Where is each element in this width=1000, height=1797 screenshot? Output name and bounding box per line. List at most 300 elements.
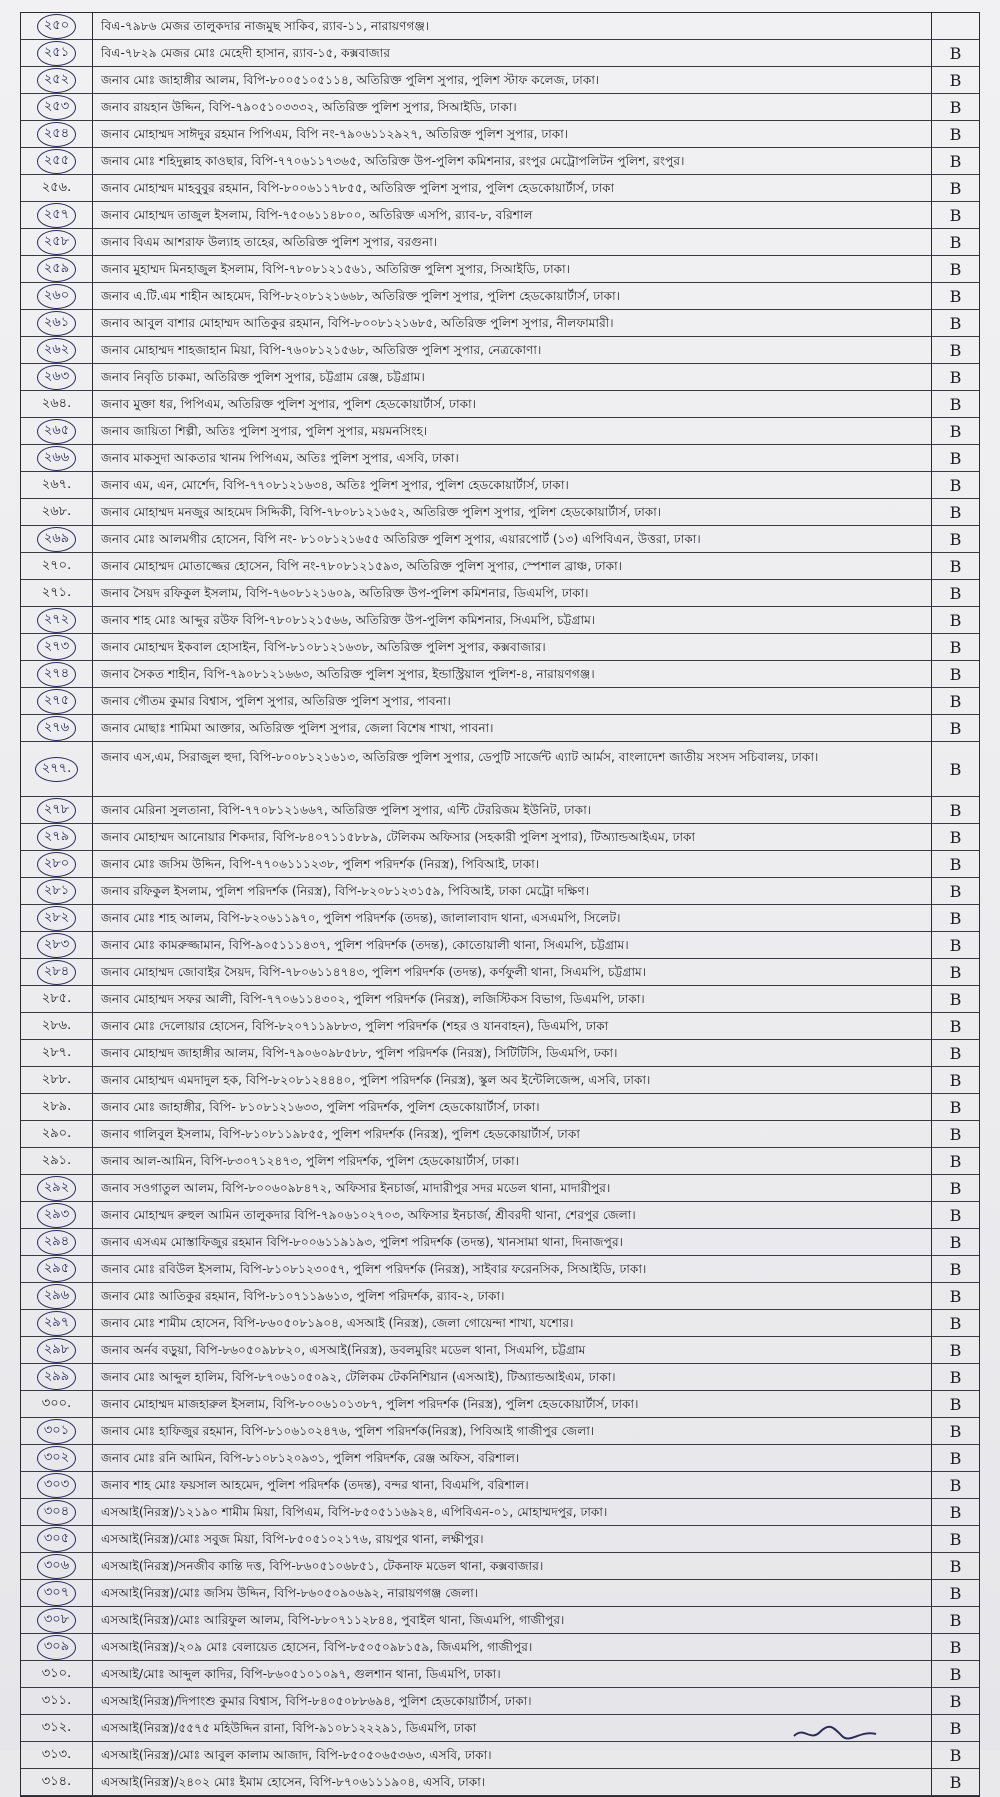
grade-cell: B: [931, 607, 979, 633]
grade-cell: B: [931, 1229, 979, 1255]
serial-number: ২৬৪.: [41, 395, 72, 411]
serial-number: ৩১৪.: [41, 1773, 72, 1789]
nominee-details: জনাব সওগাতুল আলম, বিপি-৮০০৬০৯৮৪৭২, অফিসার ইনচার্জ, মাদারীপুর সদর মডেল থানা, মাদারীপুর।: [101, 1181, 611, 1195]
table-row: [21, 986, 979, 1013]
nominee-details: জনাব এসএম মোস্তাফিজুর রহমান বিপি-৮০০৬১১৯১৯৩, পুলিশ পরিদর্শক (তদন্ত), খানসামা থানা, দিনাজপুর।: [101, 1235, 624, 1249]
nominee-details: জনাব অর্নব বড়ুয়া, বিপি-৮৬০৫০৯৮৮২০, এসআই(নিরস্ত্র), ডবলমুরিং মডেল থানা, সিএমপি, চট্টগ্রাম: [101, 1343, 586, 1357]
serial-number-cell: [21, 1445, 93, 1471]
grade-cell: B: [931, 932, 979, 958]
table-row: [21, 256, 979, 283]
nominee-details: এসআই(নিরস্ত্র)/২৪০২ মোঃ ইমাম হোসেন, বিপি-৮৭০৬১১১৯০৪, এসবি, ঢাকা।: [101, 1775, 486, 1789]
nominee-details: জনাব মোহাম্মদ ইকবাল হোসাইন, বিপি-৮১০৮১২১৬৩৮, অতিরিক্ত পুলিশ সুপার, কক্সবাজার।: [101, 640, 546, 654]
table-row: [21, 1634, 979, 1661]
grade-cell: B: [931, 418, 979, 444]
table-row: [21, 959, 979, 986]
table-row: [21, 1283, 979, 1310]
nominee-details: এসআই/মোঃ আব্দুল কাদির, বিপি-৮৬০৫১০১০৯৭, গুলশান থানা, ডিএমপি, ঢাকা।: [101, 1667, 501, 1681]
circled-serial-number: ২৮৩: [37, 933, 76, 958]
table-row: [21, 1148, 979, 1175]
table-row: [21, 634, 979, 661]
nominee-details: জনাব মোঃ কামরুজ্জামান, বিপি-৯০৫১১১৪৩৭, পুলিশ পরিদর্শক (তদন্ত), কোতোয়ালী থানা, সিএমপি, চট্টগ্রাম।: [101, 938, 629, 952]
serial-number: ২৯১.: [41, 1152, 72, 1168]
serial-number: ২৯০.: [41, 1125, 72, 1141]
serial-number-cell: [21, 1202, 93, 1228]
serial-number-cell: [21, 634, 93, 660]
serial-number-cell: [21, 418, 93, 444]
table-row: [21, 1661, 979, 1688]
table-row: [21, 391, 979, 418]
circled-serial-number: ২৭৬: [37, 716, 76, 741]
circled-serial-number: ২৯৮: [37, 1338, 76, 1363]
table-row: [21, 661, 979, 688]
table-row: [21, 175, 979, 202]
grade-cell: B: [931, 337, 979, 363]
grade-cell: B: [931, 1688, 979, 1714]
serial-number-cell: [21, 742, 93, 796]
serial-number: ২৬৭.: [41, 476, 72, 492]
table-row: [21, 1364, 979, 1391]
table-row: [21, 283, 979, 310]
table-row: [21, 67, 979, 94]
nominee-details: জনাব মোহাম্মদ মাহবুবুর রহমান, বিপি-৮০০৬১১৭৮৫৫, অতিরিক্ত পুলিশ সুপার, পুলিশ হেডকোয়ার্টার্স, ঢাকা: [101, 181, 615, 195]
grade-cell: B: [931, 1715, 979, 1741]
table-row: [21, 797, 979, 824]
grade-cell: B: [931, 1283, 979, 1309]
nominee-details: জনাব মোহাম্মদ রুহুল আমিন তালুকদার বিপি-৭৯০৬১০২৭০৩, অফিসার ইনচার্জ, শ্রীবরদী থানা, শেরপুর জেলা।: [101, 1208, 636, 1222]
circled-serial-number: ২৭৪: [37, 662, 76, 687]
serial-number-cell: [21, 364, 93, 390]
table-row: [21, 851, 979, 878]
grade-cell: B: [931, 175, 979, 201]
nominee-details: জনাব মোঃ জাহাঙ্গীর, বিপি- ৮১০৮১২১৬৩৩, পুলিশ পরিদর্শক, পুলিশ হেডকোয়ার্টার্স, ঢাকা।: [101, 1100, 540, 1114]
serial-number-cell: [21, 1769, 93, 1795]
nominee-details: জনাব মোঃ রবিউল ইসলাম, বিপি-৮১০৮১২৩০৫৭, পুলিশ পরিদর্শক (নিরস্ত্র), সাইবার ফরেনসিক, সিআইডি, ঢাকা।: [101, 1262, 647, 1276]
serial-number-cell: [21, 1283, 93, 1309]
serial-number: ৩১৩.: [41, 1746, 72, 1762]
nominee-details: জনাব রায়হান উদ্দিন, বিপি-৭৯০৫১০৩৩৩২, অতিরিক্ত পুলিশ সুপার, সিআইডি, ঢাকা।: [101, 100, 517, 114]
table-row: [21, 1310, 979, 1337]
serial-number: ৩১০.: [41, 1665, 72, 1681]
grade-cell: B: [931, 959, 979, 985]
grade-cell: B: [931, 824, 979, 850]
table-row: [21, 580, 979, 607]
serial-number-cell: [21, 94, 93, 120]
circled-serial-number: ২৬৫: [37, 419, 76, 444]
table-row: [21, 878, 979, 905]
table-row: [21, 1391, 979, 1418]
table-row: [21, 1499, 979, 1526]
table-row: [21, 472, 979, 499]
table-row: [21, 1175, 979, 1202]
grade-cell: B: [931, 472, 979, 498]
grade-cell: B: [931, 364, 979, 390]
table-row: [21, 1769, 979, 1796]
table-row: [21, 418, 979, 445]
serial-number-cell: [21, 1094, 93, 1120]
circled-serial-number: ২৯৩: [37, 1203, 76, 1228]
serial-number-cell: [21, 715, 93, 741]
circled-serial-number: ৩০৫: [37, 1527, 76, 1552]
table-row: [21, 40, 979, 67]
table-row: [21, 1094, 979, 1121]
grade-cell: B: [931, 580, 979, 606]
table-row: [21, 337, 979, 364]
nominee-details: জনাব বিএম আশরাফ উল্যাহ তাহের, অতিরিক্ত পুলিশ সুপার, বরগুনা।: [101, 235, 438, 249]
table-row: [21, 499, 979, 526]
nominee-details: জনাব মোহাম্মদ সফর আলী, বিপি-৭৭০৬১১৪৩০২, পুলিশ পরিদর্শক (নিরস্ত্র), লজিস্টিকস বিভাগ, ডিএমপি, ঢাকা।: [101, 992, 645, 1006]
serial-number-cell: [21, 797, 93, 823]
circled-serial-number: ২৫৪: [37, 122, 76, 147]
grade-cell: B: [931, 1634, 979, 1660]
circled-serial-number: ৩০৩: [37, 1473, 76, 1498]
circled-serial-number: ২৮১: [37, 879, 76, 904]
circled-serial-number: ২৫৫: [37, 149, 76, 174]
serial-number-cell: [21, 1067, 93, 1093]
grade-cell: B: [931, 1445, 979, 1471]
grade-cell: B: [931, 1094, 979, 1120]
serial-number-cell: [21, 1634, 93, 1660]
table-row: [21, 229, 979, 256]
serial-number-cell: [21, 499, 93, 525]
table-row: [21, 607, 979, 634]
serial-number-cell: [21, 878, 93, 904]
serial-number: ২৫৬.: [41, 179, 72, 195]
grade-cell: B: [931, 1256, 979, 1282]
grade-cell: B: [931, 202, 979, 228]
table-row: [21, 1472, 979, 1499]
table-row: [21, 553, 979, 580]
circled-serial-number: ২৫৭: [37, 203, 76, 228]
serial-number-cell: [21, 1688, 93, 1714]
grade-cell: B: [931, 1742, 979, 1768]
circled-serial-number: ২৯৫: [37, 1257, 76, 1282]
grade-cell: B: [931, 1580, 979, 1606]
serial-number-cell: [21, 986, 93, 1012]
nominee-details: জনাব মুহাম্মদ মিনহাজুল ইসলাম, বিপি-৭৮০৮১২১৫৬১, অতিরিক্ত পুলিশ সুপার, সিআইডি, ঢাকা।: [101, 262, 571, 276]
nominee-details: জনাব মোঃ শাহ আলম, বিপি-৮২০৬১১৯৭০, পুলিশ পরিদর্শক (তদন্ত), জালালাবাদ থানা, এসএমপি, সিলেট।: [101, 911, 621, 925]
serial-number-cell: [21, 337, 93, 363]
circled-serial-number: ২৭৩: [37, 635, 76, 660]
nominee-details: জনাব মোহাম্মদ সাঈদুর রহমান পিপিএম, বিপি নং-৭৯০৬১১২৯২৭, অতিরিক্ত পুলিশ সুপার, ঢাকা।: [101, 127, 569, 141]
table-row: [21, 445, 979, 472]
circled-serial-number: ২৬৯: [37, 527, 76, 552]
handwritten-signature: [790, 1718, 880, 1746]
grade-cell: B: [931, 1553, 979, 1579]
circled-serial-number: ২৫৯: [37, 257, 76, 282]
table-row: [21, 1121, 979, 1148]
circled-serial-number: ২৯৯: [37, 1365, 76, 1390]
serial-number-cell: [21, 1607, 93, 1633]
circled-serial-number: ৩০৪: [37, 1500, 76, 1525]
grade-cell: B: [931, 986, 979, 1012]
serial-number-cell: [21, 932, 93, 958]
table-row: [21, 1553, 979, 1580]
nominee-details: জনাব আল-আমিন, বিপি-৮৩০৭১২৪৭৩, পুলিশ পরিদর্শক, পুলিশ হেডকোয়ার্টার্স, ঢাকা।: [101, 1154, 520, 1168]
grade-cell: B: [931, 1175, 979, 1201]
grade-cell: B: [931, 661, 979, 687]
grade-cell: B: [931, 526, 979, 552]
nominee-details: বিএ-৭৯৮৬ মেজর তালুকদার নাজমুছ সাকিব, র‍্যাব-১১, নারায়ণগঞ্জ।: [101, 19, 430, 33]
table-row: [21, 310, 979, 337]
grade-cell: B: [931, 905, 979, 931]
serial-number: ২৮৭.: [41, 1044, 72, 1060]
grade-cell: B: [931, 1661, 979, 1687]
grade-cell: B: [931, 445, 979, 471]
circled-serial-number: ২৯৪: [37, 1230, 76, 1255]
grade-cell: B: [931, 229, 979, 255]
serial-number-cell: [21, 1256, 93, 1282]
serial-number-cell: [21, 553, 93, 579]
grade-cell: B: [931, 256, 979, 282]
nominee-details: জনাব মোঃ আব্দুল হালিম, বিপি-৮৭০৬১০৫০৯২, টেলিকম টেকনিশিয়ান (এসআই), টিঅ্যান্ডআইএম, ঢাকা।: [101, 1370, 616, 1384]
serial-number: ২৮৮.: [41, 1071, 72, 1087]
nominee-details: জনাব জায়িতা শিল্পী, অতিঃ পুলিশ সুপার, পুলিশ সুপার, ময়মনসিংহ।: [101, 424, 428, 438]
grade-cell: B: [931, 121, 979, 147]
serial-number-cell: [21, 1310, 93, 1336]
grade-cell: B: [931, 499, 979, 525]
nominee-details: এসআই(নিরস্ত্র)/সনজীব কান্তি দত্ত, বিপি-৮৬০৫১০৬৮৫১, টেকনাফ মডেল থানা, কক্সবাজার।: [101, 1559, 544, 1573]
serial-number-cell: [21, 256, 93, 282]
circled-serial-number: ২৭৮: [37, 798, 76, 823]
nominee-details: জনাব নিবৃতি চাকমা, অতিরিক্ত পুলিশ সুপার, চট্টগ্রাম রেঞ্জ, চট্টগ্রাম।: [101, 370, 425, 384]
nominee-details: জনাব মোঃ হাফিজুর রহমান, বিপি-৮১০৬১০২৪৭৬, পুলিশ পরিদর্শক(নিরস্ত্র), পিবিআই গাজীপুর জেলা।: [101, 1424, 595, 1438]
table-row: [21, 13, 979, 40]
circled-serial-number: ২৬৩: [37, 365, 76, 390]
grade-cell: B: [931, 688, 979, 714]
serial-number-cell: [21, 1742, 93, 1768]
grade-cell: B: [931, 1472, 979, 1498]
nominee-details: জনাব মুক্তা ধর, পিপিএম, অতিরিক্ত পুলিশ সুপার, পুলিশ হেডকোয়ার্টার্স, ঢাকা।: [101, 397, 477, 411]
grade-cell: B: [931, 40, 979, 66]
table-row: [21, 688, 979, 715]
circled-serial-number: ২৬২: [37, 338, 76, 363]
serial-number-cell: [21, 148, 93, 174]
nominee-details: জনাব মোহাম্মদ আনোয়ার শিকদার, বিপি-৮৪০৭১১৫৮৮৯, টেলিকম অফিসার (সহকারী পুলিশ সুপার), টিঅ্যান্ডআইএম, ঢাকা: [101, 830, 696, 844]
circled-serial-number: ৩০৯: [37, 1635, 76, 1660]
grade-cell: B: [931, 1769, 979, 1795]
serial-number-cell: [21, 391, 93, 417]
grade-cell: B: [931, 878, 979, 904]
serial-number: ২৭১.: [41, 584, 72, 600]
nominee-details: জনাব মোঃ রনি আমিন, বিপি-৮১০৮১২০৯৩১, পুলিশ পরিদর্শক, রেঞ্জ অফিস, বরিশাল।: [101, 1451, 520, 1465]
serial-number-cell: [21, 1364, 93, 1390]
grade-cell: B: [931, 1040, 979, 1066]
nominee-details: জনাব সৈকত শাহীন, বিপি-৭৯০৮১২১৬৬৩, অতিরিক্ত পুলিশ সুপার, ইন্ডাস্ট্রিয়াল পুলিশ-৪, নারায়ণগঞ্জ।: [101, 667, 595, 681]
grade-cell: B: [931, 1067, 979, 1093]
table-row: [21, 1229, 979, 1256]
circled-serial-number: ৩০২: [37, 1446, 76, 1471]
serial-number: ২৮৯.: [41, 1098, 72, 1114]
circled-serial-number: ২৯৬: [37, 1284, 76, 1309]
grade-cell: B: [931, 1391, 979, 1417]
grade-cell: B: [931, 1121, 979, 1147]
table-row: [21, 526, 979, 553]
grade-cell: B: [931, 67, 979, 93]
serial-number-cell: [21, 1040, 93, 1066]
circled-serial-number: ২৯৭: [37, 1311, 76, 1336]
nominee-details: জনাব মোহাম্মদ মাজহারুল ইসলাম, বিপি-৮০০৬১০১৩৮৭, পুলিশ পরিদর্শক (নিরস্ত্র), পুলিশ হেডকোয়ার্টার্স, ঢাকা।: [101, 1397, 639, 1411]
table-row: [21, 1013, 979, 1040]
serial-number-cell: [21, 1418, 93, 1444]
nominee-details: জনাব শাহ মোঃ আব্দুর রউফ বিপি-৭৮০৮১২১৫৬৬, অতিরিক্ত উপ-পুলিশ কমিশনার, সিএমপি, চট্টগ্রাম।: [101, 613, 596, 627]
serial-number-cell: [21, 1472, 93, 1498]
nominee-details: জনাব মোঃ শামীম হোসেন, বিপি-৮৬০৫০৮১৯০৪, এসআই (নিরস্ত্র), জেলা গোয়েন্দা শাখা, যশোর।: [101, 1316, 574, 1330]
table-row: [21, 1256, 979, 1283]
circled-serial-number: ২৫৮: [37, 230, 76, 255]
grade-cell: B: [931, 1310, 979, 1336]
grade-cell: B: [931, 148, 979, 174]
grade-cell: B: [931, 310, 979, 336]
serial-number-cell: [21, 905, 93, 931]
table-row: [21, 1445, 979, 1472]
serial-number-cell: [21, 526, 93, 552]
serial-number-cell: [21, 229, 93, 255]
nominee-details: জনাব এস,এম, সিরাজুল হুদা, বিপি-৮০০৮১২১৬১৩, অতিরিক্ত পুলিশ সুপার, ডেপুটি সার্জেন্ট এ্যাট আর্মস, বাংলাদেশ জাতীয় সংসদ সচিবালয়, ঢাকা।: [101, 750, 819, 764]
nominee-details: এসআই(নিরস্ত্র)/মোঃ আরিফুল আলম, বিপি-৮৮০৭১১২৮৪৪, পুবাইল থানা, জিএমপি, গাজীপুর।: [101, 1613, 565, 1627]
serial-number-cell: [21, 40, 93, 66]
serial-number: ৩১২.: [41, 1719, 72, 1735]
serial-number-cell: [21, 1661, 93, 1687]
table-row: [21, 121, 979, 148]
table-row: [21, 824, 979, 851]
table-row: [21, 148, 979, 175]
serial-number-cell: [21, 175, 93, 201]
table-row: [21, 1040, 979, 1067]
nominee-details: এসআই(নিরস্ত্র)/দিপাংশু কুমার বিশ্বাস, বিপি-৮৪০৫০৮৮৬৯৪, পুলিশ হেডকোয়ার্টার্স, ঢাকা।: [101, 1694, 532, 1708]
nominee-details: এসআই(নিরস্ত্র)/মোঃ সবুজ মিয়া, বিপি-৮৫০৫১০২১৭৬, রায়পুর থানা, লক্ষীপুর।: [101, 1532, 484, 1546]
nominee-details: জনাব মোছাঃ শামিমা আক্তার, অতিরিক্ত পুলিশ সুপার, জেলা বিশেষ শাখা, পাবনা।: [101, 721, 494, 735]
nominee-details: এসআই(নিরস্ত্র)/২০৯ মোঃ বেলায়েত হোসেন, বিপি-৮৫০৫০৯৮১৫৯, জিএমপি, গাজীপুর।: [101, 1640, 533, 1654]
serial-number-cell: [21, 1229, 93, 1255]
table-row: [21, 1607, 979, 1634]
circled-serial-number: ২৭২: [37, 608, 76, 633]
nominee-details: জনাব মোঃ জাহাঙ্গীর আলম, বিপি-৮০০৫১০৫১১৪, অতিরিক্ত পুলিশ সুপার, পুলিশ স্টাফ কলেজ, ঢাকা।: [101, 73, 600, 87]
nominee-details: এসআই(নিরস্ত্র)/মোঃ আবুল কালাম আজাদ, বিপি-৮৫০৫০৬৫৩৬৩, এসবি, ঢাকা।: [101, 1748, 492, 1762]
grade-cell: B: [931, 553, 979, 579]
serial-number-cell: [21, 1526, 93, 1552]
table-row: [21, 905, 979, 932]
grade-cell: B: [931, 715, 979, 741]
serial-number-cell: [21, 824, 93, 850]
grade-cell: B: [931, 1499, 979, 1525]
nominee-details: এসআই(নিরস্ত্র)/১২১৯০ শামীম মিয়া, বিপিএম, বিপি-৮৫০৫১১৬৯২৪, এপিবিএন-০১, মোহাম্মদপুর, ঢাকা।: [101, 1505, 608, 1519]
nominee-details: জনাব মোহাম্মদ মোতাজ্জের হোসেন, বিপি নং-৭৮০৮১২১৫৯৩, অতিরিক্ত পুলিশ সুপার, স্পেশাল ব্রাঞ্চ, ঢাকা।: [101, 559, 623, 573]
serial-number: ২৬৮.: [41, 503, 72, 519]
serial-number-cell: [21, 445, 93, 471]
table-row: [21, 1418, 979, 1445]
grade-cell: B: [931, 851, 979, 877]
nominee-details: জনাব মোহাম্মদ মনজুর আহমেদ সিদ্দিকী, বিপি-৭৮০৮১২১৬৫২, অতিরিক্ত পুলিশ সুপার, পুলিশ হেডকোয়ার্টার্স, ঢাকা।: [101, 505, 662, 519]
table-row: [21, 932, 979, 959]
serial-number-cell: [21, 1013, 93, 1039]
table-row: [21, 364, 979, 391]
nominee-details: জনাব মোহাম্মদ তাজুল ইসলাম, বিপি-৭৫০৬১১৪৮০০, অতিরিক্ত এসপি, র‍্যাব-৮, বরিশাল: [101, 208, 533, 222]
grade-cell: B: [931, 1526, 979, 1552]
nominee-details: জনাব শাহ মোঃ ফয়সাল আহমেদ, পুলিশ পরিদর্শক (তদন্ত), বন্দর থানা, বিএমপি, বরিশাল।: [101, 1478, 529, 1492]
table-row: [21, 94, 979, 121]
serial-number-cell: [21, 661, 93, 687]
serial-number-cell: [21, 851, 93, 877]
circled-serial-number: ২৮২: [37, 906, 76, 931]
table-row: [21, 1742, 979, 1769]
grade-cell: B: [931, 1148, 979, 1174]
serial-number: ২৮৫.: [41, 990, 72, 1006]
circled-serial-number: ২৫০: [37, 14, 76, 39]
nominee-details: জনাব মাকসুদা আকতার খানম পিপিএম, অতিঃ পুলিশ সুপার, এসবি, ঢাকা।: [101, 451, 459, 465]
nominee-details: জনাব রফিকুল ইসলাম, পুলিশ পরিদর্শক (নিরস্ত্র), বিপি-৮২০৮১২৩১৫৯, পিবিআই, ঢাকা মেট্রো দক্ষিণ।: [101, 884, 590, 898]
serial-number: ২৮৬.: [41, 1017, 72, 1033]
serial-number-cell: [21, 121, 93, 147]
table-row: [21, 1688, 979, 1715]
nominee-details: জনাব সৈয়দ রফিকুল ইসলাম, বিপি-৭৬০৮১২১৬০৯, অতিরিক্ত উপ-পুলিশ কমিশনার, ডিএমপি, ঢাকা।: [101, 586, 589, 600]
circled-serial-number: ২৯২: [37, 1176, 76, 1201]
nominee-details: জনাব মোঃ আতিকুর রহমান, বিপি-৮১০৭১১৯৬১৩, পুলিশ পরিদর্শক, র‍্যাব-২, ঢাকা।: [101, 1289, 505, 1303]
table-row: [21, 1526, 979, 1553]
serial-number-cell: [21, 1337, 93, 1363]
serial-number: ৩১১.: [41, 1692, 72, 1708]
table-row: [21, 202, 979, 229]
circled-serial-number: ২৬৬: [37, 446, 76, 471]
nominee-details: জনাব মোহাম্মদ জোবাইর সৈয়দ, বিপি-৭৮০৬১১৪৭৪৩, পুলিশ পরিদর্শক (তদন্ত), কর্ণফুলী থানা, সিএমপি, চট্টগ্রাম।: [101, 965, 647, 979]
serial-number-cell: [21, 1715, 93, 1741]
grade-cell: B: [931, 634, 979, 660]
grade-cell: B: [931, 391, 979, 417]
grade-cell: B: [931, 1418, 979, 1444]
table-row: [21, 1067, 979, 1094]
nominee-details: বিএ-৭৮২৯ মেজর মোঃ মেহেদী হাসান, র‍্যাব-১৫, কক্সবাজার: [101, 46, 391, 60]
serial-number-cell: [21, 67, 93, 93]
circled-serial-number: ২৫২: [37, 68, 76, 93]
nominee-details: এসআই(নিরস্ত্র)/মোঃ জসিম উদ্দিন, বিপি-৮৬০৫০৯০৬৯২, নারায়ণগঞ্জ জেলা।: [101, 1586, 479, 1600]
nominee-details: জনাব মোঃ দেলোয়ার হোসেন, বিপি-৮২০৭১১৯৮৮৩, পুলিশ পরিদর্শক (শহর ও যানবাহন), ডিএমপি, ঢাকা: [101, 1019, 609, 1033]
grade-cell: B: [931, 1202, 979, 1228]
circled-serial-number: ২৮৪: [37, 960, 76, 985]
grade-cell: [931, 13, 979, 39]
serial-number-cell: [21, 1148, 93, 1174]
grade-cell: B: [931, 94, 979, 120]
circled-serial-number: ২৭৭.: [35, 757, 79, 782]
serial-number-cell: [21, 13, 93, 39]
nominee-details: জনাব গৌতম কুমার বিশ্বাস, পুলিশ সুপার, অতিরিক্ত পুলিশ সুপার, পাবনা।: [101, 694, 451, 708]
circled-serial-number: ২৬০: [37, 284, 76, 309]
serial-number-cell: [21, 472, 93, 498]
nominee-details: এসআই(নিরস্ত্র)/৫৫৭৫ মহিউদ্দিন রানা, বিপি-৯১০৮১২২২৯১, ডিএমপি, ঢাকা: [101, 1721, 477, 1735]
circled-serial-number: ২৮০: [37, 852, 76, 877]
nominee-details: জনাব মোহাম্মদ শাহজাহান মিয়া, বিপি-৭৬০৮১২১৫৬৮, অতিরিক্ত পুলিশ সুপার, নেত্রকোণা।: [101, 343, 542, 357]
grade-cell: B: [931, 1364, 979, 1390]
circled-serial-number: ২৫৩: [37, 95, 76, 120]
serial-number-cell: [21, 1391, 93, 1417]
nominee-details: জনাব মোহাম্মদ জাহাঙ্গীর আলম, বিপি-৭৯০৬০৯৮৫৮৮, পুলিশ পরিদর্শক (নিরস্ত্র), সিটিটিসি, ডিএমপি, ঢকা।: [101, 1046, 618, 1060]
nominee-details: জনাব এ.টি.এম শাহীন আহমেদ, বিপি-৮২০৮১২১৬৬৮, অতিরিক্ত পুলিশ সুপার, পুলিশ হেডকোয়ার্টার্স, ঢাকা।: [101, 289, 621, 303]
nominee-details: জনাব মোঃ জসিম উদ্দিন, বিপি-৭৭০৬১১১২৩৮, পুলিশ পরিদর্শক (নিরস্ত্র), পিবিআই, ঢাকা।: [101, 857, 540, 871]
serial-number-cell: [21, 607, 93, 633]
serial-number-cell: [21, 959, 93, 985]
serial-number-cell: [21, 310, 93, 336]
nominee-details: জনাব মেরিনা সুলতানা, বিপি-৭৭০৮১২১৬৬৭, অতিরিক্ত পুলিশ সুপার, এন্টি টেররিজম ইউনিট, ঢাকা।: [101, 803, 592, 817]
circled-serial-number: ৩০৮: [37, 1608, 76, 1633]
grade-cell: B: [931, 1337, 979, 1363]
serial-number-cell: [21, 688, 93, 714]
serial-number-cell: [21, 1499, 93, 1525]
grade-cell: B: [931, 1607, 979, 1633]
serial-number-cell: [21, 580, 93, 606]
grade-cell: B: [931, 797, 979, 823]
serial-number-cell: [21, 283, 93, 309]
circled-serial-number: ৩০৬: [37, 1554, 76, 1579]
serial-number-cell: [21, 1175, 93, 1201]
table-row: [21, 1580, 979, 1607]
